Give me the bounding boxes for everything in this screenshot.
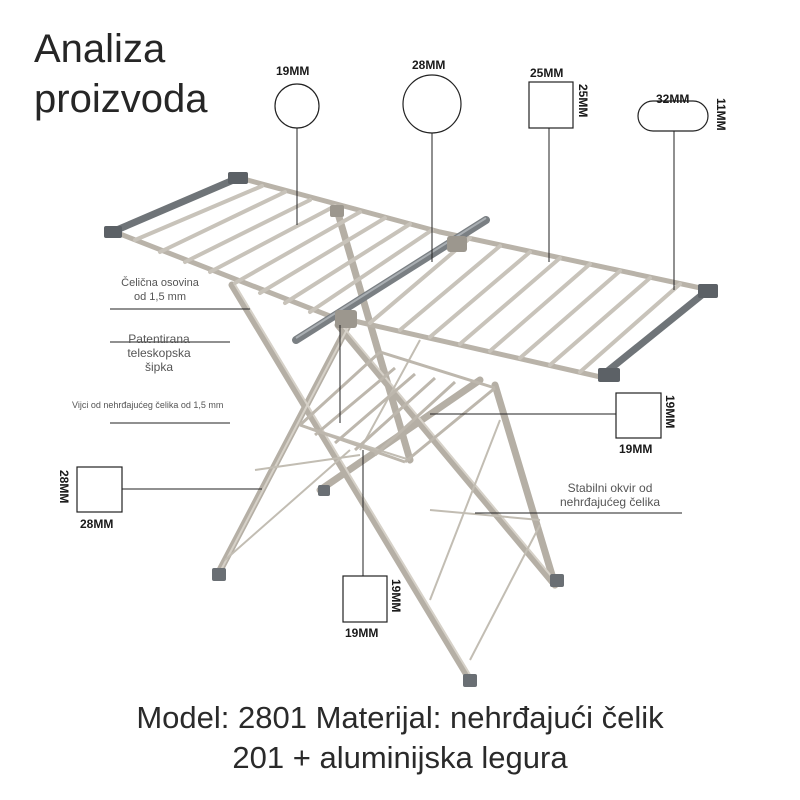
callout-screws: Vijci od nehrđajućeg čelika od 1,5 mm: [72, 400, 224, 410]
square-tube-25-section: [529, 82, 573, 128]
callout-stable-frame: Stabilni okvir od nehrđajućeg čelika: [560, 481, 661, 509]
dim-square-19-bottom-width: 19MM: [345, 626, 379, 640]
round-tube-28-section: [403, 75, 461, 133]
round-tube-19-section: [275, 84, 319, 128]
square-tube-19-bottom-section: [343, 576, 387, 622]
rack-feet: [212, 485, 564, 687]
title-line-2: proizvoda: [34, 77, 208, 121]
callout-telescopic-bar: Patentirana teleskopska šipka: [127, 332, 191, 374]
square-tube-28-left-section: [77, 467, 122, 512]
title-line-1: Analiza: [34, 27, 166, 71]
product-spec-footer: [0, 698, 800, 778]
wing-rods: [135, 186, 680, 372]
dim-round-28: 28MM: [412, 58, 446, 72]
dim-oval-height: 11MM: [714, 98, 728, 131]
dim-square-19-bottom-height: 19MM: [389, 579, 403, 613]
dim-square-19-right-width: 19MM: [619, 442, 653, 456]
square-tube-19-right-section: [616, 393, 661, 438]
dim-square-25-width: 25MM: [530, 66, 564, 80]
dim-square-28-left-width: 28MM: [80, 517, 114, 531]
dim-round-19: 19MM: [276, 64, 310, 78]
footer-line-1: Model: 2801 Materijal: nehrđajući čelik: [136, 700, 664, 735]
dim-oval-width: 32MM: [656, 92, 690, 106]
dim-square-28-left-height: 28MM: [57, 470, 71, 504]
dim-square-19-right-height: 19MM: [663, 395, 677, 429]
callout-steel-axis: Čelična osovina od 1,5 mm: [121, 277, 199, 303]
footer-line-2: 201 + aluminijska legura: [232, 740, 568, 775]
dim-square-25-height: 25MM: [576, 84, 590, 118]
